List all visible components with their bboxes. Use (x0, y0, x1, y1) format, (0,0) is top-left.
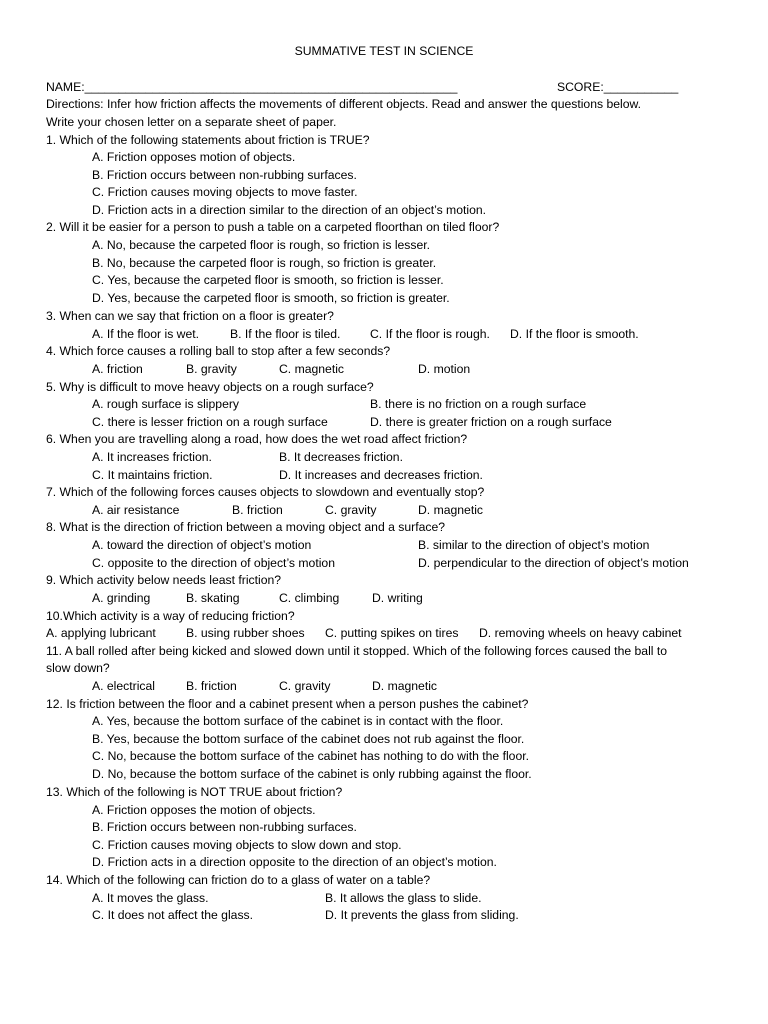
choice-4d: D. motion (418, 362, 471, 376)
choice-4b: B. gravity (186, 362, 237, 376)
choice-12a: A. Yes, because the bottom surface of the cabinet is in contact with the floor. (92, 714, 504, 728)
question-11-continued: slow down? (46, 661, 110, 675)
name-field-label: NAME:_______________________________________________________ (46, 80, 458, 94)
choice-6a: A. It increases friction. (92, 450, 212, 464)
question-1: 1. Which of the following statements about friction is TRUE? (46, 133, 370, 147)
choice-1b: B. Friction occurs between non-rubbing surfaces. (92, 168, 357, 182)
choice-9b: B. skating (186, 591, 240, 605)
question-5: 5. Why is difficult to move heavy objects on a rough surface? (46, 380, 374, 394)
choice-3c: C. If the floor is rough. (370, 327, 490, 341)
question-7: 7. Which of the following forces causes objects to slowdown and eventually stop? (46, 485, 485, 499)
question-6: 6. When you are travelling along a road, how does the wet road affect friction? (46, 432, 468, 446)
question-8: 8. What is the direction of friction between a moving object and a surface? (46, 520, 446, 534)
choice-3d: D. If the floor is smooth. (510, 327, 639, 341)
choice-9d: D. writing (372, 591, 423, 605)
choice-13d: D. Friction acts in a direction opposite to the direction of an object’s motion. (92, 855, 497, 869)
choice-5a: A. rough surface is slippery (92, 397, 239, 411)
directions-line-1: Directions: Infer how friction affects the movements of different objects. Read and answer the questions below. (46, 97, 642, 111)
choice-2d: D. Yes, because the carpeted floor is smooth, so friction is greater. (92, 291, 450, 305)
choice-11d: D. magnetic (372, 679, 438, 693)
choice-8a: A. toward the direction of object’s motion (92, 538, 312, 552)
choice-2b: B. No, because the carpeted floor is rough, so friction is greater. (92, 256, 437, 270)
choice-6b: B. It decreases friction. (279, 450, 403, 464)
choice-9a: A. grinding (92, 591, 151, 605)
score-field-label: SCORE:___________ (557, 80, 679, 94)
choice-6d: D. It increases and decreases friction. (279, 468, 483, 482)
question-11: 11. A ball rolled after being kicked and slowed down until it stopped. Which of the following forces caused the ball to (46, 644, 668, 658)
choice-13c: C. Friction causes moving objects to slow down and stop. (92, 838, 402, 852)
choice-11b: B. friction (186, 679, 237, 693)
choice-7a: A. air resistance (92, 503, 180, 517)
question-2: 2. Will it be easier for a person to push a table on a carpeted floorthan on tiled floor? (46, 220, 500, 234)
choice-4c: C. magnetic (279, 362, 345, 376)
choice-1c: C. Friction causes moving objects to move faster. (92, 185, 358, 199)
choice-11a: A. electrical (92, 679, 155, 693)
choice-14a: A. It moves the glass. (92, 891, 209, 905)
choice-14b: B. It allows the glass to slide. (325, 891, 482, 905)
question-9: 9. Which activity below needs least friction? (46, 573, 282, 587)
choice-9c: C. climbing (279, 591, 340, 605)
choice-1a: A. Friction opposes motion of objects. (92, 150, 296, 164)
choice-7c: C. gravity (325, 503, 377, 517)
choice-10d: D. removing wheels on heavy cabinet (479, 626, 682, 640)
choice-2a: A. No, because the carpeted floor is rough, so friction is lesser. (92, 238, 431, 252)
choice-12d: D. No, because the bottom surface of the cabinet is only rubbing against the floor. (92, 767, 532, 781)
choice-8c: C. opposite to the direction of object’s motion (92, 556, 335, 570)
question-10: 10.Which activity is a way of reducing friction? (46, 609, 295, 623)
directions-line-2: Write your chosen letter on a separate sheet of paper. (46, 115, 337, 129)
choice-6c: C. It maintains friction. (92, 468, 213, 482)
choice-7b: B. friction (232, 503, 283, 517)
choice-14d: D. It prevents the glass from sliding. (325, 908, 519, 922)
choice-1d: D. Friction acts in a direction similar to the direction of an object’s motion. (92, 203, 487, 217)
page-title: SUMMATIVE TEST IN SCIENCE (294, 44, 474, 58)
choice-3b: B. If the floor is tiled. (230, 327, 341, 341)
choice-2c: C. Yes, because the carpeted floor is smooth, so friction is lesser. (92, 273, 444, 287)
choice-12b: B. Yes, because the bottom surface of the cabinet does not rub against the floor. (92, 732, 525, 746)
choice-7d: D. magnetic (418, 503, 484, 517)
question-3: 3. When can we say that friction on a floor is greater? (46, 309, 334, 323)
question-4: 4. Which force causes a rolling ball to stop after a few seconds? (46, 344, 391, 358)
choice-13a: A. Friction opposes the motion of objects. (92, 803, 316, 817)
choice-8b: B. similar to the direction of object’s motion (418, 538, 650, 552)
choice-3a: A. If the floor is wet. (92, 327, 200, 341)
choice-13b: B. Friction occurs between non-rubbing surfaces. (92, 820, 357, 834)
choice-12c: C. No, because the bottom surface of the cabinet has nothing to do with the floor. (92, 749, 529, 763)
question-13: 13. Which of the following is NOT TRUE about friction? (46, 785, 343, 799)
choice-5d: D. there is greater friction on a rough surface (370, 415, 612, 429)
choice-5c: C. there is lesser friction on a rough surface (92, 415, 328, 429)
choice-14c: C. It does not affect the glass. (92, 908, 254, 922)
question-12: 12. Is friction between the floor and a cabinet present when a person pushes the cabinet? (46, 697, 529, 711)
choice-10a: A. applying lubricant (46, 626, 156, 640)
choice-8d: D. perpendicular to the direction of object’s motion (418, 556, 689, 570)
choice-4a: A. friction (92, 362, 143, 376)
choice-10b: B. using rubber shoes (186, 626, 305, 640)
question-14: 14. Which of the following can friction do to a glass of water on a table? (46, 873, 431, 887)
choice-10c: C. putting spikes on tires (325, 626, 459, 640)
choice-5b: B. there is no friction on a rough surface (370, 397, 587, 411)
choice-11c: C. gravity (279, 679, 331, 693)
